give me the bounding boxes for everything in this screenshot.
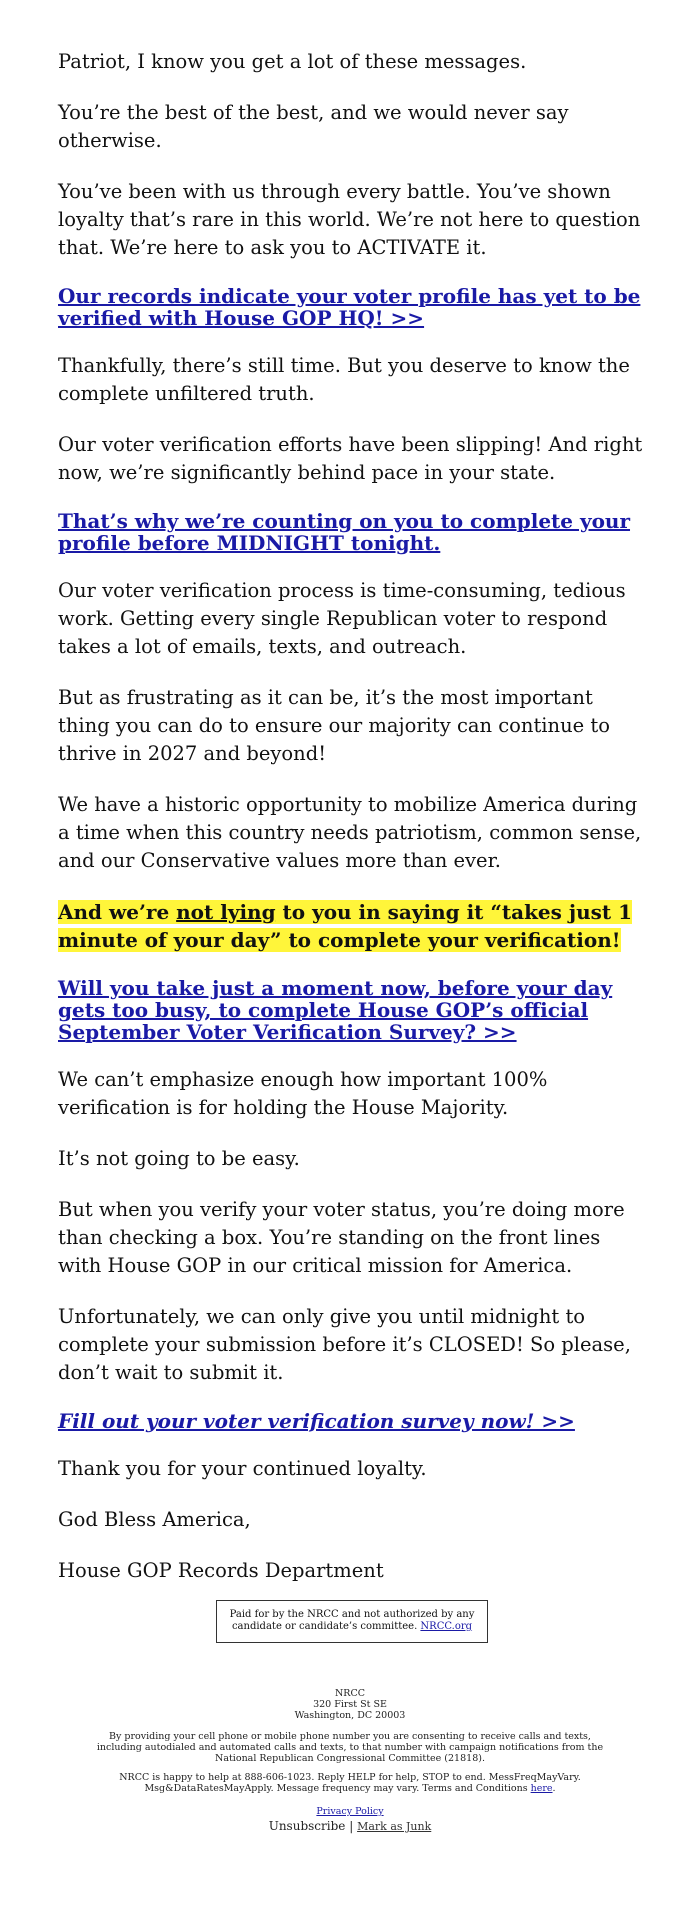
paragraph-deadline: Unfortunately, we can only give you until midnight to complete your submission before it’s CLOSED! So please, don’t wait to submit it. (58, 1305, 631, 1384)
footer-separator: | (349, 1819, 354, 1833)
footer-org: NRCC (334, 1688, 365, 1699)
nrcc-link[interactable]: NRCC.org (420, 1621, 473, 1632)
paragraph-easy: It’s not going to be easy. (58, 1147, 300, 1170)
unsubscribe-link[interactable]: Unsubscribe (268, 1819, 346, 1833)
paragraph-greeting: Patriot, I know you get a lot of these messages. (58, 50, 527, 73)
highlight-mark (58, 900, 632, 952)
footer-address (90, 1688, 610, 1721)
footer-links (90, 1819, 610, 1834)
terms-here-link[interactable]: here (530, 1783, 553, 1794)
fill-out-link[interactable]: Fill out your voter verification survey now! >> (58, 1409, 575, 1433)
footer (90, 1688, 610, 1834)
footer-help-text: NRCC is happy to help at 888-606-1023. Reply HELP for help, STOP to end. MessFreqMayVary. Msg&DataRatesMayApply. Message frequency may vary. Terms and Conditions (119, 1772, 581, 1794)
paragraph-blessing: God Bless America, (58, 1508, 251, 1531)
paragraph-opportunity: We have a historic opportunity to mobilize America during a time when this country needs patriotism, common sense, and our Conservative values more than ever. (58, 793, 642, 872)
footer-help (90, 1772, 610, 1794)
survey-link[interactable]: Will you take just a moment now, before your day gets too busy, to complete House GOP’s official September Voter Verification Survey? >> (58, 976, 613, 1044)
paragraph-best: You’re the best of the best, and we would never say otherwise. (58, 101, 569, 152)
highlight-statement (58, 898, 648, 954)
paragraph-verify: But when you verify your voter status, you’re doing more than checking a box. You’re standing on the front lines with House GOP in our critical mission for America. (58, 1198, 625, 1277)
footer-legal: By providing your cell phone or mobile phone number you are consenting to receive calls and texts, including autodialed and automated calls and texts, to that number with campaign notifications from the National Republican Congressional Committee (21818). (96, 1731, 604, 1764)
signature: House GOP Records Department (58, 1559, 384, 1582)
paragraph-loyalty: You’ve been with us through every battle. You’ve shown loyalty that’s rare in this world. We’re not here to question that. We’re here to ask you to ACTIVATE it. (58, 180, 641, 259)
mark-as-junk-link[interactable]: Mark as Junk (357, 1820, 432, 1833)
paragraph-thanks: Thank you for your continued loyalty. (58, 1457, 427, 1480)
highlight-underlined: not lying (176, 900, 276, 924)
paid-for-disclaimer (216, 1600, 488, 1643)
email-body (58, 48, 648, 1608)
footer-help-end: . (552, 1783, 556, 1794)
paragraph-process: Our voter verification process is time-consuming, tedious work. Getting every single Republican voter to respond takes a lot of emails, texts, and outreach. (58, 579, 626, 658)
paragraph-frustrating: But as frustrating as it can be, it’s the most important thing you can do to ensure our majority can continue to thrive in 2027 and beyond! (58, 686, 610, 765)
paragraph-time: Thankfully, there’s still time. But you deserve to know the complete unfiltered truth. (58, 354, 630, 405)
paragraph-emphasize: We can’t emphasize enough how important 100% verification is for holding the House Majority. (58, 1068, 548, 1119)
footer-city: Washington, DC 20003 (294, 1710, 406, 1721)
privacy-policy-link[interactable]: Privacy Policy (316, 1806, 384, 1817)
disclaimer-text: Paid for by the NRCC and not authorized by any candidate or candidate’s committee. (229, 1609, 475, 1632)
highlight-part2: to you in saying it “takes just 1 minute of your day” to complete your verification! (58, 900, 633, 952)
paragraph-slipping: Our voter verification efforts have been slipping! And right now, we’re significantly behind pace in your state. (58, 433, 643, 484)
midnight-link[interactable]: That’s why we’re counting on you to complete your profile before MIDNIGHT tonight. (58, 509, 631, 555)
records-link[interactable]: Our records indicate your voter profile has yet to be verified with House GOP HQ! >> (58, 284, 641, 330)
highlight-part1: And we’re (58, 900, 177, 924)
footer-street: 320 First St SE (313, 1699, 387, 1710)
